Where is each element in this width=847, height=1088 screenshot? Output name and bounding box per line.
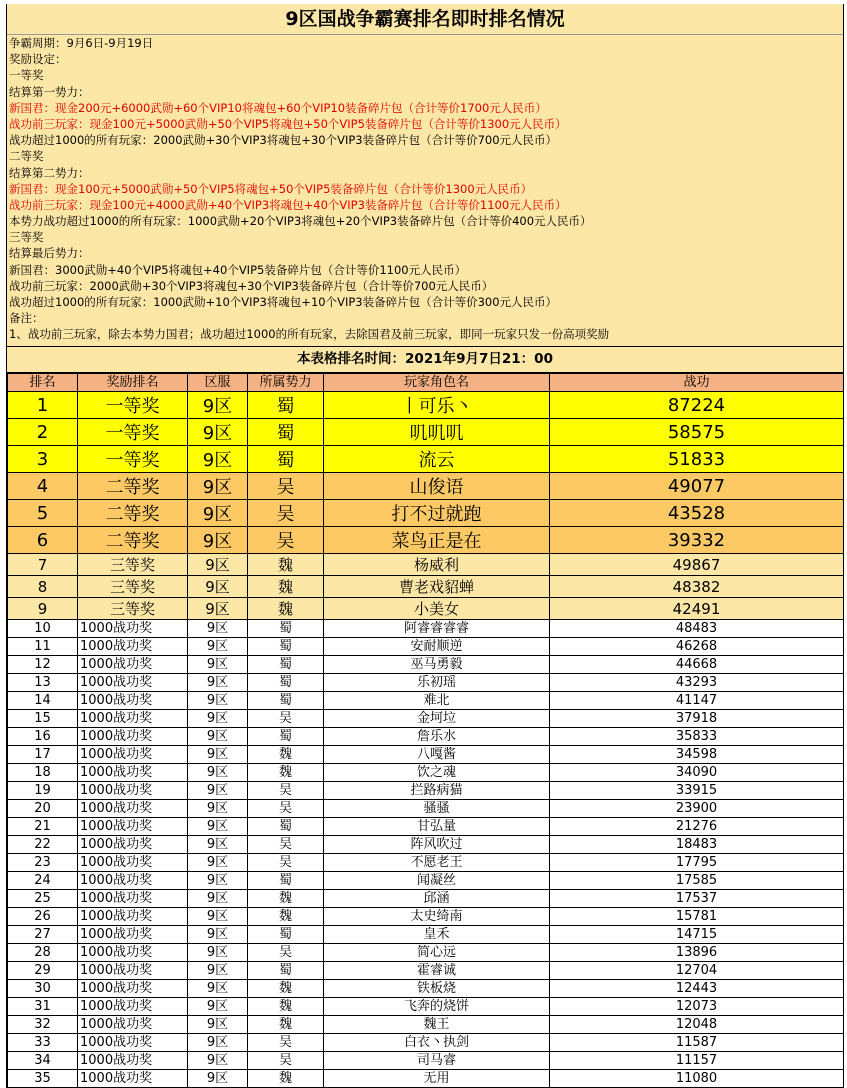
rank-cell: 33	[8, 1034, 78, 1052]
faction-cell: 蜀	[248, 656, 324, 674]
merit-cell: 21276	[550, 818, 844, 836]
player-name-cell: 简心远	[324, 944, 550, 962]
spreadsheet	[6, 4, 844, 1088]
table-row	[8, 598, 844, 620]
server-cell: 9区	[188, 1052, 248, 1070]
faction-cell: 蜀	[248, 392, 324, 419]
rule-line: 争霸周期：9月6日-9月19日	[9, 36, 154, 50]
award-cell: 1000战功奖	[78, 1070, 188, 1088]
player-name-cell: 飞奔的烧饼	[324, 998, 550, 1016]
faction-cell: 蜀	[248, 926, 324, 944]
player-name-cell: 骚骚	[324, 800, 550, 818]
merit-cell: 13896	[550, 944, 844, 962]
player-name-cell: 饮之魂	[324, 764, 550, 782]
server-cell: 9区	[188, 710, 248, 728]
award-cell: 一等奖	[78, 446, 188, 473]
table-row	[8, 656, 844, 674]
table-row	[8, 473, 844, 500]
faction-cell: 蜀	[248, 419, 324, 446]
faction-cell: 吴	[248, 1034, 324, 1052]
award-cell: 1000战功奖	[78, 728, 188, 746]
player-name-cell: 金坷垃	[324, 710, 550, 728]
page-title: 9区国战争霸赛排名即时排名情况	[7, 4, 843, 35]
server-cell: 9区	[188, 1070, 248, 1088]
table-row	[8, 836, 844, 854]
table-row	[8, 962, 844, 980]
player-name-cell: 杨威利	[324, 554, 550, 576]
rank-cell: 2	[8, 419, 78, 446]
server-cell: 9区	[188, 638, 248, 656]
rank-cell: 5	[8, 500, 78, 527]
table-row	[8, 944, 844, 962]
server-cell: 9区	[188, 944, 248, 962]
rank-cell: 34	[8, 1052, 78, 1070]
rank-cell: 29	[8, 962, 78, 980]
table-row	[8, 890, 844, 908]
server-cell: 9区	[188, 800, 248, 818]
award-cell: 1000战功奖	[78, 656, 188, 674]
faction-cell: 蜀	[248, 728, 324, 746]
rank-cell: 16	[8, 728, 78, 746]
col-header-faction: 所属势力	[248, 374, 324, 392]
merit-cell: 23900	[550, 800, 844, 818]
player-name-cell: 铁板烧	[324, 980, 550, 998]
player-name-cell: 詹乐水	[324, 728, 550, 746]
faction-cell: 吴	[248, 473, 324, 500]
server-cell: 9区	[188, 836, 248, 854]
rank-cell: 25	[8, 890, 78, 908]
player-name-cell: 叽叽叽	[324, 419, 550, 446]
server-cell: 9区	[188, 554, 248, 576]
player-name-cell: 打不过就跑	[324, 500, 550, 527]
player-name-cell: 阿睿睿睿睿	[324, 620, 550, 638]
merit-cell: 18483	[550, 836, 844, 854]
table-row	[8, 782, 844, 800]
merit-cell: 12048	[550, 1016, 844, 1034]
rank-cell: 27	[8, 926, 78, 944]
player-name-cell: 难北	[324, 692, 550, 710]
player-name-cell: 小美女	[324, 598, 550, 620]
rule-line: 奖励设定：	[9, 52, 67, 67]
rank-cell: 10	[8, 620, 78, 638]
rule-line: 战功前三玩家：2000武勋+30个VIP3将魂包+30个VIP3装备碎片包（合计等价700元人民币）	[9, 278, 494, 293]
player-name-cell: 丨可乐丶	[324, 392, 550, 419]
merit-cell: 12704	[550, 962, 844, 980]
rank-cell: 3	[8, 446, 78, 473]
rank-cell: 35	[8, 1070, 78, 1088]
rank-cell: 19	[8, 782, 78, 800]
rank-cell: 11	[8, 638, 78, 656]
award-cell: 1000战功奖	[78, 980, 188, 998]
player-name-cell: 无用	[324, 1070, 550, 1088]
faction-cell: 蜀	[248, 446, 324, 473]
server-cell: 9区	[188, 576, 248, 598]
rule-line: 战功前三玩家：现金100元+5000武勋+50个VIP5将魂包+50个VIP5装备碎片包（合计等价1300元人民币）	[9, 116, 567, 131]
merit-cell: 43293	[550, 674, 844, 692]
player-name-cell: 八嘎酱	[324, 746, 550, 764]
faction-cell: 吴	[248, 527, 324, 554]
col-header-rank: 排名	[8, 374, 78, 392]
merit-cell: 11080	[550, 1070, 844, 1088]
server-cell: 9区	[188, 392, 248, 419]
server-cell: 9区	[188, 728, 248, 746]
faction-cell: 魏	[248, 1070, 324, 1088]
server-cell: 9区	[188, 620, 248, 638]
faction-cell: 魏	[248, 890, 324, 908]
rule-line: 新国君：现金200元+6000武勋+60个VIP10将魂包+60个VIP10装备碎片包（合计等价1700元人民币）	[9, 100, 547, 115]
award-cell: 一等奖	[78, 419, 188, 446]
rank-cell: 6	[8, 527, 78, 554]
server-cell: 9区	[188, 782, 248, 800]
server-cell: 9区	[188, 473, 248, 500]
faction-cell: 魏	[248, 598, 324, 620]
ranking-table	[7, 373, 844, 1088]
rule-line: 一等奖	[9, 68, 44, 83]
rank-cell: 31	[8, 998, 78, 1016]
faction-cell: 魏	[248, 980, 324, 998]
player-name-cell: 山俊语	[324, 473, 550, 500]
table-row	[8, 710, 844, 728]
award-cell: 1000战功奖	[78, 746, 188, 764]
server-cell: 9区	[188, 419, 248, 446]
server-cell: 9区	[188, 926, 248, 944]
merit-cell: 37918	[550, 710, 844, 728]
faction-cell: 魏	[248, 554, 324, 576]
rank-cell: 8	[8, 576, 78, 598]
faction-cell: 魏	[248, 1016, 324, 1034]
server-cell: 9区	[188, 598, 248, 620]
server-cell: 9区	[188, 818, 248, 836]
rule-line: 二等奖	[9, 149, 44, 164]
player-name-cell: 乐初瑶	[324, 674, 550, 692]
server-cell: 9区	[188, 692, 248, 710]
rule-line: 结算第二势力：	[9, 165, 90, 180]
award-cell: 1000战功奖	[78, 620, 188, 638]
award-cell: 1000战功奖	[78, 854, 188, 872]
server-cell: 9区	[188, 1016, 248, 1034]
faction-cell: 吴	[248, 854, 324, 872]
merit-cell: 48483	[550, 620, 844, 638]
rank-cell: 28	[8, 944, 78, 962]
table-row	[8, 728, 844, 746]
award-cell: 1000战功奖	[78, 674, 188, 692]
rank-cell: 15	[8, 710, 78, 728]
faction-cell: 魏	[248, 998, 324, 1016]
server-cell: 9区	[188, 527, 248, 554]
server-cell: 9区	[188, 656, 248, 674]
table-row	[8, 872, 844, 890]
rank-cell: 4	[8, 473, 78, 500]
table-row	[8, 419, 844, 446]
player-name-cell: 菜鸟正是在	[324, 527, 550, 554]
table-row	[8, 1034, 844, 1052]
rule-line: 本势力战功超过1000的所有玩家：1000武勋+20个VIP3将魂包+20个VIP3装备碎片包（合计等价400元人民币）	[9, 214, 592, 229]
award-cell: 1000战功奖	[78, 872, 188, 890]
rank-cell: 1	[8, 392, 78, 419]
table-row	[8, 818, 844, 836]
table-row	[8, 998, 844, 1016]
table-header-row	[8, 374, 844, 392]
award-cell: 三等奖	[78, 554, 188, 576]
faction-cell: 吴	[248, 782, 324, 800]
merit-cell: 58575	[550, 419, 844, 446]
player-name-cell: 白衣丶执剑	[324, 1034, 550, 1052]
rule-line: 战功超过1000的所有玩家：1000武勋+10个VIP3将魂包+10个VIP3装备碎片包（合计等价300元人民币）	[9, 295, 558, 309]
rule-line: 备注：	[9, 311, 44, 326]
player-name-cell: 霍睿诚	[324, 962, 550, 980]
rank-cell: 18	[8, 764, 78, 782]
rank-cell: 13	[8, 674, 78, 692]
table-row	[8, 854, 844, 872]
server-cell: 9区	[188, 872, 248, 890]
merit-cell: 15781	[550, 908, 844, 926]
ranking-timestamp: 本表格排名时间：2021年9月7日21：00	[7, 347, 843, 373]
award-cell: 1000战功奖	[78, 1034, 188, 1052]
faction-cell: 魏	[248, 908, 324, 926]
table-row	[8, 1016, 844, 1034]
server-cell: 9区	[188, 674, 248, 692]
merit-cell: 49867	[550, 554, 844, 576]
award-cell: 1000战功奖	[78, 890, 188, 908]
award-cell: 1000战功奖	[78, 800, 188, 818]
merit-cell: 12443	[550, 980, 844, 998]
merit-cell: 14715	[550, 926, 844, 944]
rule-line: 结算最后势力：	[9, 246, 90, 261]
merit-cell: 48382	[550, 576, 844, 598]
faction-cell: 魏	[248, 746, 324, 764]
rank-cell: 20	[8, 800, 78, 818]
merit-cell: 17585	[550, 872, 844, 890]
table-row	[8, 620, 844, 638]
table-row	[8, 692, 844, 710]
player-name-cell: 拦路病猫	[324, 782, 550, 800]
award-cell: 1000战功奖	[78, 638, 188, 656]
rule-line: 新国君：3000武勋+40个VIP5将魂包+40个VIP5装备碎片包（合计等价1100元人民币）	[9, 262, 467, 277]
merit-cell: 46268	[550, 638, 844, 656]
faction-cell: 魏	[248, 576, 324, 598]
faction-cell: 蜀	[248, 818, 324, 836]
award-cell: 二等奖	[78, 500, 188, 527]
server-cell: 9区	[188, 908, 248, 926]
table-row	[8, 1052, 844, 1070]
rank-cell: 9	[8, 598, 78, 620]
faction-cell: 蜀	[248, 638, 324, 656]
table-row	[8, 980, 844, 998]
server-cell: 9区	[188, 962, 248, 980]
player-name-cell: 闻凝丝	[324, 872, 550, 890]
merit-cell: 17795	[550, 854, 844, 872]
col-header-award: 奖励排名	[78, 374, 188, 392]
table-row	[8, 764, 844, 782]
award-cell: 1000战功奖	[78, 836, 188, 854]
faction-cell: 蜀	[248, 674, 324, 692]
merit-cell: 42491	[550, 598, 844, 620]
server-cell: 9区	[188, 980, 248, 998]
merit-cell: 87224	[550, 392, 844, 419]
rank-cell: 30	[8, 980, 78, 998]
table-row	[8, 576, 844, 598]
award-cell: 三等奖	[78, 576, 188, 598]
award-cell: 1000战功奖	[78, 908, 188, 926]
player-name-cell: 邱涵	[324, 890, 550, 908]
merit-cell: 11587	[550, 1034, 844, 1052]
player-name-cell: 魏王	[324, 1016, 550, 1034]
award-cell: 1000战功奖	[78, 782, 188, 800]
rank-cell: 7	[8, 554, 78, 576]
rule-line: 战功前三玩家：现金100元+4000武勋+40个VIP3将魂包+40个VIP3装备碎片包（合计等价1100元人民币）	[9, 197, 567, 212]
faction-cell: 吴	[248, 800, 324, 818]
faction-cell: 吴	[248, 944, 324, 962]
rank-cell: 26	[8, 908, 78, 926]
rule-line: 结算第一势力：	[9, 84, 90, 99]
faction-cell: 吴	[248, 500, 324, 527]
table-row	[8, 800, 844, 818]
award-cell: 二等奖	[78, 527, 188, 554]
award-cell: 二等奖	[78, 473, 188, 500]
col-header-name: 玩家角色名	[324, 374, 550, 392]
rule-line: 三等奖	[9, 230, 44, 245]
rank-cell: 21	[8, 818, 78, 836]
rule-line: 1、战功前三玩家，除去本势力国君；战功超过1000的所有玩家，去除国君及前三玩家，即同一玩家只发一份高项奖励	[9, 327, 610, 342]
table-row	[8, 527, 844, 554]
rank-cell: 12	[8, 656, 78, 674]
player-name-cell: 司马睿	[324, 1052, 550, 1070]
server-cell: 9区	[188, 1034, 248, 1052]
rank-cell: 22	[8, 836, 78, 854]
merit-cell: 17537	[550, 890, 844, 908]
player-name-cell: 不愿老王	[324, 854, 550, 872]
merit-cell: 11157	[550, 1052, 844, 1070]
rule-line: 战功超过1000的所有玩家：2000武勋+30个VIP3将魂包+30个VIP3装备碎片包（合计等价700元人民币）	[9, 133, 558, 148]
merit-cell: 51833	[550, 446, 844, 473]
player-name-cell: 太史绮南	[324, 908, 550, 926]
merit-cell: 35833	[550, 728, 844, 746]
award-cell: 1000战功奖	[78, 1016, 188, 1034]
table-row	[8, 674, 844, 692]
server-cell: 9区	[188, 446, 248, 473]
player-name-cell: 安耐顺逆	[324, 638, 550, 656]
col-header-merit: 战功	[550, 374, 844, 392]
table-row	[8, 554, 844, 576]
merit-cell: 49077	[550, 473, 844, 500]
col-header-server: 区服	[188, 374, 248, 392]
server-cell: 9区	[188, 500, 248, 527]
faction-cell: 吴	[248, 836, 324, 854]
faction-cell: 吴	[248, 710, 324, 728]
rank-cell: 17	[8, 746, 78, 764]
table-row	[8, 392, 844, 419]
merit-cell: 39332	[550, 527, 844, 554]
server-cell: 9区	[188, 764, 248, 782]
award-cell: 1000战功奖	[78, 1052, 188, 1070]
merit-cell: 44668	[550, 656, 844, 674]
player-name-cell: 巫马勇毅	[324, 656, 550, 674]
table-row	[8, 500, 844, 527]
server-cell: 9区	[188, 854, 248, 872]
merit-cell: 12073	[550, 998, 844, 1016]
faction-cell: 蜀	[248, 692, 324, 710]
server-cell: 9区	[188, 998, 248, 1016]
rank-cell: 32	[8, 1016, 78, 1034]
faction-cell: 蜀	[248, 620, 324, 638]
award-cell: 1000战功奖	[78, 692, 188, 710]
faction-cell: 吴	[248, 1052, 324, 1070]
award-cell: 1000战功奖	[78, 818, 188, 836]
rank-cell: 14	[8, 692, 78, 710]
rank-cell: 24	[8, 872, 78, 890]
faction-cell: 魏	[248, 764, 324, 782]
award-cell: 1000战功奖	[78, 764, 188, 782]
award-cell: 1000战功奖	[78, 944, 188, 962]
player-name-cell: 流云	[324, 446, 550, 473]
faction-cell: 蜀	[248, 962, 324, 980]
table-row	[8, 926, 844, 944]
table-row	[8, 638, 844, 656]
table-row	[8, 908, 844, 926]
merit-cell: 41147	[550, 692, 844, 710]
server-cell: 9区	[188, 890, 248, 908]
server-cell: 9区	[188, 746, 248, 764]
merit-cell: 33915	[550, 782, 844, 800]
award-cell: 1000战功奖	[78, 962, 188, 980]
player-name-cell: 曹老戏貂蝉	[324, 576, 550, 598]
award-cell: 一等奖	[78, 392, 188, 419]
faction-cell: 蜀	[248, 872, 324, 890]
merit-cell: 43528	[550, 500, 844, 527]
player-name-cell: 皇禾	[324, 926, 550, 944]
table-row	[8, 446, 844, 473]
rules-panel	[7, 4, 843, 347]
player-name-cell: 阵风吹过	[324, 836, 550, 854]
award-cell: 1000战功奖	[78, 998, 188, 1016]
award-cell: 1000战功奖	[78, 926, 188, 944]
table-row	[8, 746, 844, 764]
award-cell: 三等奖	[78, 598, 188, 620]
rules-text	[7, 35, 843, 343]
merit-cell: 34090	[550, 764, 844, 782]
merit-cell: 34598	[550, 746, 844, 764]
rank-cell: 23	[8, 854, 78, 872]
award-cell: 1000战功奖	[78, 710, 188, 728]
player-name-cell: 甘弘量	[324, 818, 550, 836]
rule-line: 新国君：现金100元+5000武勋+50个VIP5将魂包+50个VIP5装备碎片包（合计等价1300元人民币）	[9, 181, 533, 196]
